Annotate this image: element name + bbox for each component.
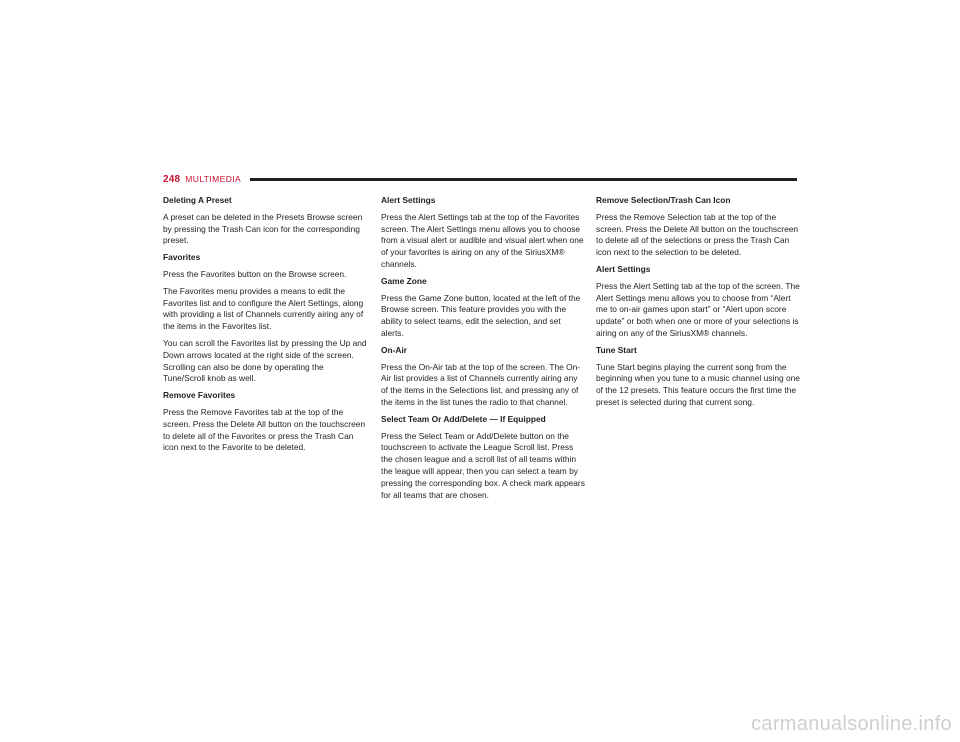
body-paragraph: Press the On-Air tab at the top of the screen. The On-Air list provides a list of Channels currently airing any of the items in the Selections list, and pressing any of the items in the list tunes the radio to that channel. xyxy=(381,361,581,407)
section-heading: Deleting A Preset xyxy=(163,195,232,205)
section-heading: Remove Favorites xyxy=(163,390,236,401)
text-column-1 xyxy=(163,195,367,459)
watermark[interactable]: carmanualsonline.info xyxy=(751,713,952,735)
header-rule xyxy=(250,178,797,181)
body-paragraph: You can scroll the Favorites list by pressing the Up and Down arrows located at the right side of the screen. Scrolling can also be done by operating the Tune/Scroll knob as well. xyxy=(163,337,367,384)
body-paragraph: Press the Select Team or Add/Delete button on the touchscreen to activate the League Scroll list. Press the chosen league and a scroll list of all teams within the league will appear, then you can select a team by pressing the corresponding box. A check mark appears for all teams that are chosen. xyxy=(381,430,585,500)
section-heading: Select Team Or Add/Delete — If Equipped xyxy=(381,413,546,424)
body-paragraph: Press the Alert Settings tab at the top of the Favorites screen. The Alert Settings menu allows you to choose from a visual alert or audible and visual alert when one of your favorites is airing on any of the SiriusXM® channels. xyxy=(381,211,584,269)
body-paragraph: Press the Remove Favorites tab at the top of the screen. Press the Delete All button on the touchscreen to delete all of the Favorites or press the Trash Can icon next to the Favorite to be deleted. xyxy=(163,406,366,453)
page-header xyxy=(163,171,797,187)
body-paragraph: The Favorites menu provides a means to edit the Favorites list and to configure the Alert Settings, along with providing a list of Channels currently airing any of the items in the Favorites list. xyxy=(163,285,364,332)
body-paragraph: Tune Start begins playing the current song from the beginning when you tune to a music channel using one of the 12 presets. This feature occurs the first time the preset is selected during that current song. xyxy=(596,361,800,407)
section-heading: Alert Settings xyxy=(596,263,651,274)
section-heading: On-Air xyxy=(381,344,408,355)
section-heading: Tune Start xyxy=(596,344,637,355)
section-heading: Favorites xyxy=(163,252,201,263)
body-paragraph: A preset can be deleted in the Presets Browse screen by pressing the Trash Can icon for the corresponding preset. xyxy=(163,211,363,246)
section-heading: Game Zone xyxy=(381,275,427,286)
body-paragraph: Press the Remove Selection tab at the top of the screen. Press the Delete All button on the touchscreen to delete all of the selections or press the Trash Can icon next to the selection to be deleted. xyxy=(596,211,799,258)
section-heading: Alert Settings xyxy=(381,195,436,205)
body-paragraph: Press the Favorites button on the Browse screen. xyxy=(163,268,347,279)
body-paragraph: Press the Game Zone button, located at the left of the Browse screen. This feature provides you with the ability to select teams, edit the selection, and set alerts. xyxy=(381,292,581,338)
body-paragraph: Press the Alert Setting tab at the top of the screen. The Alert Settings menu allows you to choose from “Alert me to on-air games upon start” or “Alert upon score update” or both when one or more of your selections is airing on any of the SiriusXM® channels. xyxy=(596,280,800,338)
text-column-3 xyxy=(596,195,800,414)
section-title: MULTIMEDIA xyxy=(185,174,242,184)
page-number: 248 xyxy=(163,173,181,185)
text-column-2 xyxy=(381,195,585,506)
section-heading: Remove Selection/Trash Can Icon xyxy=(596,195,731,205)
